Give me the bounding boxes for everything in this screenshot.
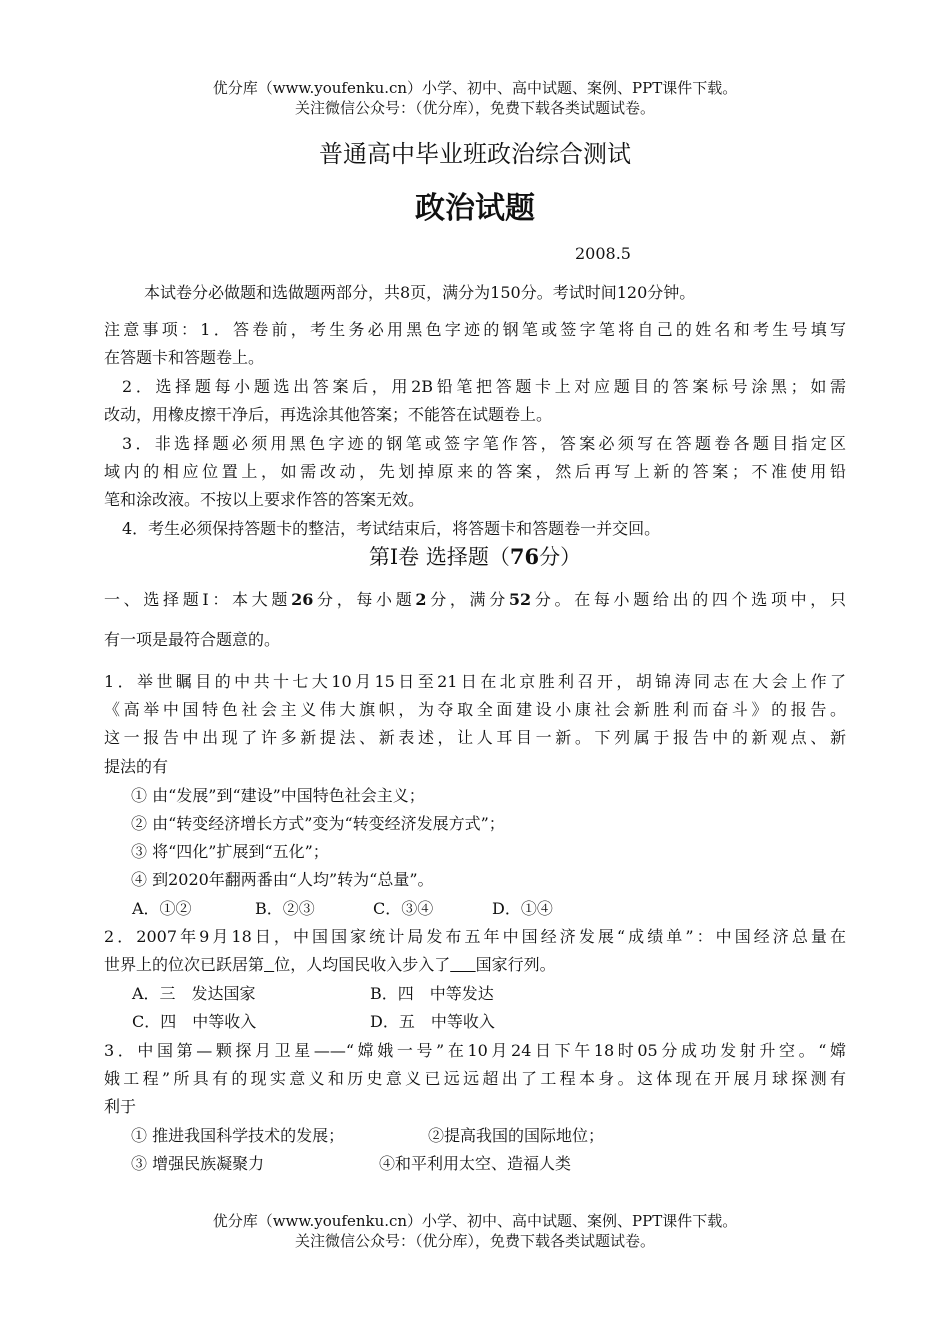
footer-line-2: 关注微信公众号：（优分库），免费下载各类试题试卷。 — [294, 1232, 655, 1250]
q1-item-4: ④ 到2020年翻两番由“人均”转为“总量”。 — [131, 870, 434, 889]
q2-blank-1 — [264, 955, 274, 974]
exam-subtitle: 普通高中毕业班政治综合测试 — [319, 140, 631, 168]
q3-item-2: ②提高我国的国际地位； — [428, 1126, 605, 1145]
notice-4: 4．考生必须保持答题卡的整洁，考试结束后，将答题卡和答题卷一并交回。 — [122, 519, 661, 538]
part-1-num-full: 52 — [508, 590, 532, 609]
q2-blank-2 — [450, 955, 475, 974]
part-1-text-e: 分，满分 — [426, 590, 509, 609]
q3-item-3: ③ 增强民族凝聚力 — [131, 1154, 265, 1173]
q3-stem-line-1: 3．中国第—颗探月卫星——“嫦娥一号”在10月24日下午18时05分成功发射升空。“嫦 — [104, 1041, 846, 1060]
header-line-2: 关注微信公众号：（优分库），免费下载各类试题试卷。 — [294, 99, 655, 117]
q1-item-3: ③ 将“四化”扩展到“五化”； — [131, 842, 329, 861]
q1-stem-line-4: 提法的有 — [104, 757, 169, 776]
part-1-text-g: 分。在每小题给出的四个选项中，只 — [531, 590, 846, 609]
footer-line-1: 优分库（www.youfenku.cn）小学、初中、高中试题、案例、PPT课件下载。 — [212, 1212, 738, 1230]
notice-2-line-1: 2．选择题每小题选出答案后，用2B铅笔把答题卡上对应题目的答案标号涂黑；如需 — [122, 377, 846, 396]
q1-stem-line-1: 1．举世瞩目的中共十七大10月15日至21日在北京胜利召开，胡锦涛同志在大会上作了 — [104, 672, 846, 691]
notice-3-line-3: 笔和涂改液。不按以上要求作答的答案无效。 — [104, 490, 425, 509]
q2-text-c: 国家行列。 — [475, 955, 556, 974]
notice-1-line-2: 在答题卡和答题卷上。 — [104, 348, 265, 367]
q1-stem-line-3: 这一报告中出现了许多新提法、新表述，让人耳目一新。下列属于报告中的新观点、新 — [104, 728, 846, 747]
q1-option-d: D．①④ — [492, 899, 553, 918]
part-1-num-total: 26 — [291, 590, 314, 609]
header-line-1: 优分库（www.youfenku.cn）小学、初中、高中试题、案例、PPT课件下载。 — [212, 79, 738, 97]
q2-option-c: C．四 中等收入 — [132, 1012, 257, 1031]
part-1-text-a: 一、选择题Ⅰ：本大题 — [104, 590, 292, 609]
section-title-score: 76 — [509, 544, 540, 569]
part-1-num-each: 2 — [415, 590, 427, 609]
q2-text-a: 世界上的位次已跃居第 — [104, 955, 265, 974]
notice-2-line-2: 改动，用橡皮擦干净后，再选涂其他答案；不能答在试题卷上。 — [104, 405, 553, 424]
exam-title: 政治试题 — [415, 191, 535, 226]
notice-3-line-1: 3．非选择题必须用黑色字迹的钢笔或签字笔作答，答案必须写在答题卷各题目指定区 — [122, 434, 846, 453]
q1-option-b: B．②③ — [255, 899, 315, 918]
q2-option-b: B．四 中等发达 — [370, 984, 494, 1003]
q1-option-c: C．③④ — [373, 899, 434, 918]
q3-item-4: ④和平利用太空、造福人类 — [379, 1154, 572, 1173]
q2-option-a: A．三 发达国家 — [132, 984, 256, 1003]
notice-3-line-2: 域内的相应位置上，如需改动，先划掉原来的答案，然后再写上新的答案；不准使用铅 — [104, 462, 846, 481]
q2-stem-line-1: 2．2007年9月18日，中国国家统计局发布五年中国经济发展“成绩单”：中国经济总量在 — [104, 927, 846, 946]
section-title — [0, 543, 950, 571]
q2-stem-line-2 — [104, 954, 556, 976]
section-title-part-a: 第Ⅰ卷 选择题（ — [368, 545, 510, 569]
q2-text-b: 位，人均国民收入步入了 — [274, 955, 451, 974]
q1-stem-line-2: 《高举中国特色社会主义伟大旗帜，为夺取全面建设小康社会新胜利而奋斗》的报告。 — [104, 700, 846, 719]
q1-item-2: ② 由“转变经济增长方式”变为“转变经济发展方式”； — [131, 814, 505, 833]
q3-stem-line-3: 利于 — [104, 1097, 137, 1116]
q3-item-1: ① 推进我国科学技术的发展； — [131, 1126, 345, 1145]
part-1-text-c: 分，每小题 — [313, 590, 416, 609]
q1-option-a: A．①② — [132, 899, 192, 918]
q3-stem-line-2: 娥工程”所具有的现实意义和历史意义已远远超出了工程本身。这体现在开展月球探测有 — [104, 1069, 846, 1088]
part-1-instruction-line-2: 有一项是最符合题意的。 — [104, 630, 281, 649]
q1-item-1: ① 由“发展”到“建设”中国特色社会主义； — [131, 786, 425, 805]
exam-intro: 本试卷分必做题和选做题两部分，共8页，满分为150分。考试时间120分钟。 — [144, 283, 696, 302]
section-title-part-c: 分） — [539, 545, 582, 569]
q2-option-d: D．五 中等收入 — [370, 1012, 495, 1031]
notice-1-line-1: 注意事项：1．答卷前，考生务必用黑色字迹的钢笔或签字笔将自己的姓名和考生号填写 — [104, 320, 846, 339]
exam-date: 2008.5 — [575, 244, 631, 263]
part-1-instruction-line-1 — [104, 589, 846, 611]
